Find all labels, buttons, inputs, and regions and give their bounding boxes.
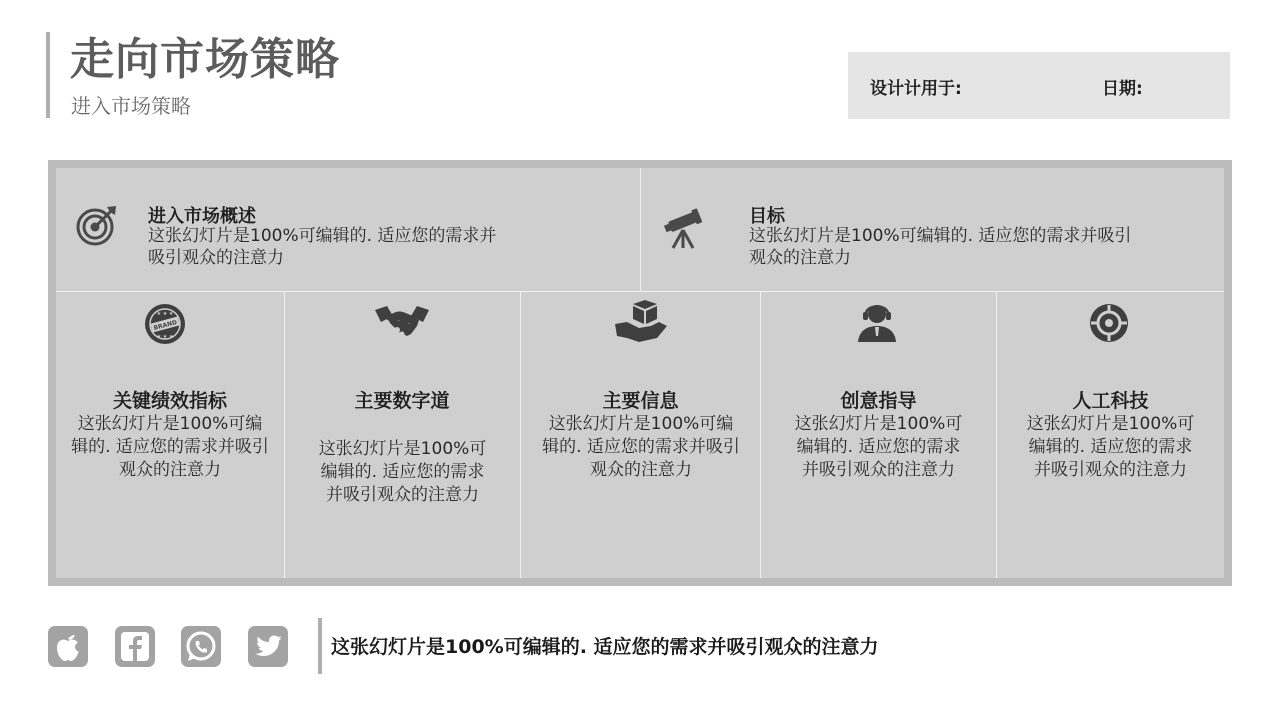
design-for-label: 设计计用于: xyxy=(870,79,962,99)
overview-text: 这张幻灯片是100%可编辑的. 适应您的需求并吸引观众的注意力 xyxy=(148,226,497,268)
meta-info-box xyxy=(848,52,1230,119)
crosshair-icon xyxy=(1088,302,1130,344)
footer-text: 这张幻灯片是100%可编辑的. 适应您的需求并吸引观众的注意力 xyxy=(331,636,879,658)
key-message-title: 主要信息 xyxy=(602,390,679,412)
target-icon xyxy=(76,204,118,246)
overview-title: 进入市场概述 xyxy=(148,206,256,227)
facebook-icon[interactable] xyxy=(115,626,155,667)
whatsapp-icon[interactable] xyxy=(181,626,221,667)
creative-direction-column xyxy=(761,292,996,578)
goals-section xyxy=(641,168,1224,291)
ai-tech-title: 人工科技 xyxy=(1072,390,1149,412)
kpi-title: 关键绩效指标 xyxy=(112,390,227,412)
ai-tech-column xyxy=(997,292,1224,578)
svg-text:★ ★ ★: ★ ★ ★ xyxy=(156,334,174,340)
footer-accent-bar xyxy=(318,618,322,674)
goals-title: 目标 xyxy=(749,206,785,227)
creative-direction-text: 这张幻灯片是100%可编辑的. 适应您的需求并吸引观众的注意力 xyxy=(794,414,963,480)
strategy-panel xyxy=(48,160,1232,586)
key-message-column xyxy=(521,292,760,578)
support-agent-icon xyxy=(856,300,898,344)
title-accent-bar xyxy=(46,32,50,118)
page-title: 走向市场策略 xyxy=(70,34,340,85)
creative-direction-title: 创意指导 xyxy=(840,390,917,412)
overview-section xyxy=(56,168,640,291)
page-subtitle: 进入市场策略 xyxy=(71,94,191,118)
kpi-column xyxy=(56,292,284,578)
brand-badge-icon xyxy=(143,302,187,346)
kpi-text: 这张幻灯片是100%可编辑的. 适应您的需求并吸引观众的注意力 xyxy=(71,414,269,480)
strategy-panel-inner xyxy=(56,168,1224,578)
digital-channel-column xyxy=(285,292,520,578)
hand-box-icon xyxy=(613,300,669,344)
telescope-icon xyxy=(663,204,705,250)
digital-channel-text: 这张幻灯片是100%可编辑的. 适应您的需求并吸引观众的注意力 xyxy=(318,439,487,505)
key-message-text: 这张幻灯片是100%可编辑的. 适应您的需求并吸引观众的注意力 xyxy=(542,414,740,480)
date-label: 日期: xyxy=(1102,79,1143,99)
twitter-icon[interactable] xyxy=(248,626,288,667)
svg-text:BRAND: BRAND xyxy=(152,318,178,332)
apple-icon[interactable] xyxy=(48,626,88,667)
goals-text: 这张幻灯片是100%可编辑的. 适应您的需求并吸引观众的注意力 xyxy=(749,226,1132,268)
digital-channel-title: 主要数字道 xyxy=(354,390,450,412)
handshake-icon xyxy=(373,302,431,342)
svg-text:★ ★ ★: ★ ★ ★ xyxy=(156,311,174,317)
ai-tech-text: 这张幻灯片是100%可编辑的. 适应您的需求并吸引观众的注意力 xyxy=(1026,414,1195,480)
